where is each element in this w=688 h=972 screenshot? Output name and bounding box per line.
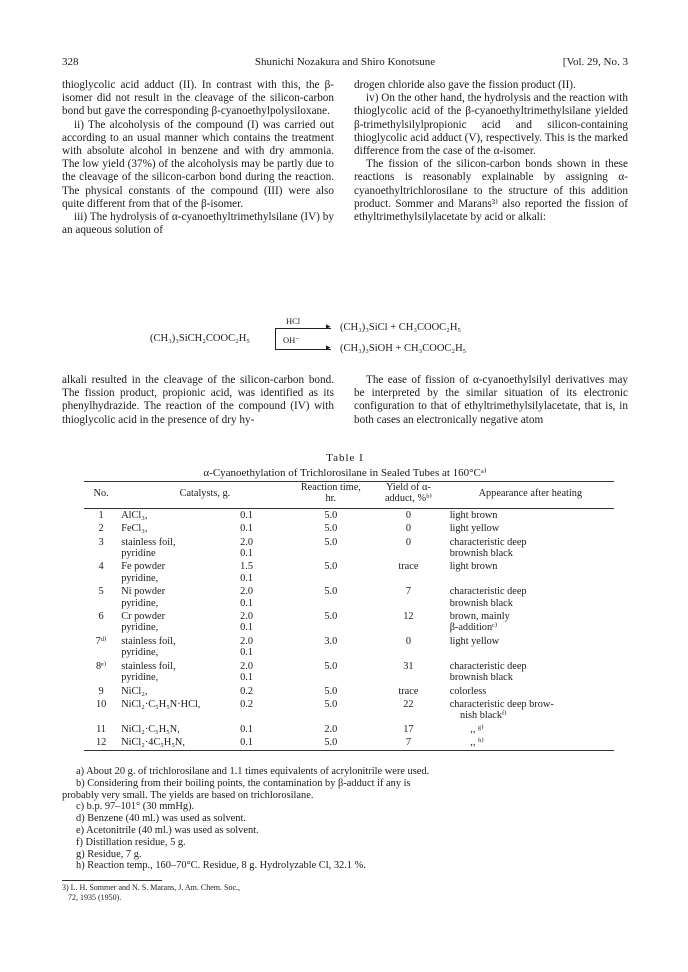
page-number: 328 <box>62 56 79 68</box>
time-cell: 5.0 <box>324 660 338 672</box>
time-cell: 5.0 <box>324 586 338 598</box>
time-cell: 5.0 <box>324 509 338 521</box>
column-right-bottom <box>354 374 628 427</box>
amount-cell: 0.2 <box>240 685 254 697</box>
reaction-equation <box>150 316 550 362</box>
header-appearance: Appearance after heating <box>478 487 583 499</box>
paragraph: drogen chloride also gave the fission product (II). <box>354 79 576 91</box>
time-cell: 5.0 <box>324 611 338 623</box>
yield-cell: 31 <box>403 660 414 672</box>
table-row <box>84 585 614 610</box>
note: f) Distillation residue, 5 g. <box>76 836 186 848</box>
note: probably very small. The yields are based on trichlorosilane. <box>62 789 314 801</box>
row-number: 10 <box>95 698 107 710</box>
note: d) Benzene (40 ml.) was used as solvent. <box>76 813 246 825</box>
product-acid: (CH₃)₃SiCl + CH₃COOC₂H₅ <box>340 322 462 333</box>
note: g) Residue, 7 g. <box>76 848 142 860</box>
reagent-base: OH⁻ <box>283 335 300 345</box>
table-row <box>84 736 614 750</box>
catalyst-cell: stainless foil, pyridine, <box>121 635 176 659</box>
catalyst-cell: stainless foil, pyridine <box>121 536 176 560</box>
header-time: Reaction time, hr. <box>300 482 361 505</box>
row-number: 11 <box>96 723 107 735</box>
product-base: (CH₃)₃SiOH + CH₃COOC₂H₅ <box>340 343 467 354</box>
catalyst-cell: Cr powder pyridine, <box>121 611 166 634</box>
yield-cell: 0 <box>405 536 411 548</box>
table-notes <box>62 766 628 872</box>
yield-cell: 22 <box>403 698 414 710</box>
arrow-head: ▸ <box>326 321 331 331</box>
header-no: No. <box>93 487 109 499</box>
time-cell: 5.0 <box>324 685 338 697</box>
yield-cell: 0 <box>405 509 411 521</box>
appearance-cell: light yellow <box>449 635 500 647</box>
arrow-head: ▸ <box>326 342 331 352</box>
note: e) Acetonitrile (40 ml.) was used as solvent. <box>76 824 259 836</box>
appearance-cell: characteristic deep brownish black <box>449 536 527 560</box>
paragraph: The fission of the silicon-carbon bonds shown in these reactions is reasonably explainable by assigning α-cyanoethyltrichlorosilane to the structure of this addition product. Sommer and Marans³⁾ also reported the fission of ethyltrimethylsilylacetate by acid or alkali: <box>354 158 628 224</box>
appearance-cell: characteristic deep brow- nish blackᶠ⁾ <box>449 698 554 722</box>
authors: Shunichi Nozakura and Shiro Konotsune <box>254 56 436 68</box>
note: a) About 20 g. of trichlorosilane and 1.1 times equivalents of acrylonitrile were used. <box>76 766 430 777</box>
yield-cell: trace <box>398 685 419 697</box>
yield-cell: 12 <box>403 611 414 623</box>
header-yield: Yield of α-adduct, %ᵇ⁾ <box>384 482 432 505</box>
time-cell: 2.0 <box>324 723 338 735</box>
amount-cell: 2.0 0.1 <box>240 611 254 634</box>
column-right-top <box>354 79 628 224</box>
time-cell: 5.0 <box>324 561 338 573</box>
time-cell: 5.0 <box>324 737 338 749</box>
appearance-cell: light brown <box>449 509 498 521</box>
note: b) Considering from their boiling points, the contamination by β-adduct if any is <box>76 777 411 789</box>
table-row <box>84 508 614 522</box>
appearance-cell: ,, ᵍ⁾ <box>449 723 484 735</box>
row-number: 5 <box>98 586 104 598</box>
note: h) Reaction temp., 160–70°C. Residue, 8 g. Hydrolyzable Cl, 32.1 %. <box>76 860 366 872</box>
amount-cell: 2.0 0.1 <box>240 586 254 609</box>
paragraph: ii) The alcoholysis of the compound (I) was carried out according to an usual manner which contains the treatment with absolute alcohol in benzene and with dry ammonia. The low yield (37%) of the alcoholysis may be partly due to the cleavage of the silicon-carbon bond during the reaction. The physical constants of the compound (III) were also quite different from that of the β-isomer. <box>62 118 334 210</box>
appearance-cell: light yellow <box>449 523 500 535</box>
yield-cell: trace <box>398 561 419 573</box>
header-catalysts: Catalysts, g. <box>179 487 231 499</box>
paragraph: thioglycolic acid adduct (II). In contrast with this, the β-isomer did not result in the cleavage of the silicon-carbon bond but gave the corresponding β-cyanoethylpolysiloxane. <box>62 79 334 118</box>
catalyst-cell: NiCl₂, <box>121 685 148 697</box>
appearance-cell: characteristic deep brownish black <box>449 586 527 609</box>
time-cell: 5.0 <box>324 523 338 535</box>
row-number: 8ᵉ⁾ <box>95 660 107 672</box>
time-cell: 5.0 <box>324 698 338 710</box>
paragraph: iii) The hydrolysis of α-cyanoethyltrimethylsilane (IV) by an aqueous solution of <box>62 211 334 237</box>
catalyst-cell: Fe powder pyridine, <box>121 561 166 584</box>
running-header <box>62 56 628 72</box>
yield-cell: 0 <box>405 635 411 647</box>
yield-cell: 7 <box>405 586 411 598</box>
amount-cell: 0.1 <box>240 737 254 749</box>
table-row <box>84 723 614 736</box>
amount-cell: 0.1 <box>240 523 254 535</box>
catalyst-cell: AlCl₃, <box>121 509 148 521</box>
paragraph: iv) On the other hand, the hydrolysis and the reaction with thioglycolic acid of the β-cyanoethyltrimethylsilane yielded β-trimethylsilylpropionic acid and silicon-containing thioglycolic acid adduct (V), respectively. This is the marked difference from the case of the α-isomer. <box>354 92 628 158</box>
table-row <box>84 698 614 723</box>
footnote <box>62 883 362 903</box>
table-row <box>84 522 614 535</box>
time-cell: 3.0 <box>324 635 338 647</box>
row-number: 3 <box>98 536 104 548</box>
table-row <box>84 685 614 698</box>
appearance-cell: colorless <box>449 685 487 697</box>
time-cell: 5.0 <box>324 536 338 548</box>
amount-cell: 1.5 0.1 <box>240 561 254 584</box>
reactant: (CH₃)₃SiCH₂COOC₂H₅ <box>150 333 250 344</box>
row-number: 2 <box>98 523 104 535</box>
catalyst-cell: stainless foil, pyridine, <box>121 660 176 684</box>
row-number: 6 <box>98 611 104 623</box>
paragraph: alkali resulted in the cleavage of the silicon-carbon bond. The fission product, propionic acid, was identified as its phenylhydrazide. The reaction of the compound (IV) with thioglycolic acid in the presence of dry hy- <box>62 374 334 426</box>
catalyst-cell: NiCl₂·4C₅H₅N, <box>121 737 185 749</box>
table-row <box>84 635 614 660</box>
row-number: 4 <box>98 561 104 573</box>
yield-cell: 0 <box>405 523 411 535</box>
note: c) b.p. 97–101° (30 mmHg). <box>76 801 195 813</box>
row-number: 9 <box>98 685 104 697</box>
amount-cell: 0.1 <box>240 723 254 735</box>
amount-cell: 2.0 0.1 <box>240 660 254 684</box>
table-row <box>84 536 614 561</box>
amount-cell: 2.0 0.1 <box>240 536 254 560</box>
footnote-line: 72, 1935 (1950). <box>68 893 122 902</box>
column-left-bottom <box>62 374 334 427</box>
appearance-cell: characteristic deep brownish black <box>449 660 527 684</box>
data-table <box>84 481 614 751</box>
table-row <box>84 610 614 635</box>
footnote-line: 3) L. H. Sommer and N. S. Marans, J. Am. Chem. Soc., <box>62 883 240 892</box>
catalyst-cell: NiCl₂·C₅H₅N·HCl, <box>121 698 201 710</box>
catalyst-cell: NiCl₂·C₅H₅N, <box>121 723 180 735</box>
amount-cell: 2.0 0.1 <box>240 635 254 659</box>
column-left-top <box>62 79 334 237</box>
appearance-cell: brown, mainly β-additionᶜ⁾ <box>449 611 510 634</box>
appearance-cell: ,, ʰ⁾ <box>449 737 484 749</box>
yield-cell: 7 <box>405 737 411 749</box>
table-row <box>84 660 614 685</box>
volume-info: [Vol. 29, No. 3 <box>562 56 628 68</box>
paragraph: The ease of fission of α-cyanoethylsilyl derivatives may be interpreted by the similar situation of its electronic configuration to that of ethyltrimethylsilylacetate, that is, in both cases an electronically negative atom <box>354 374 628 426</box>
table-row <box>84 560 614 585</box>
catalyst-cell: FeCl₃, <box>121 523 148 535</box>
row-number: 7ᵈ⁾ <box>95 635 107 647</box>
amount-cell: 0.1 <box>240 509 254 521</box>
row-number: 12 <box>95 737 107 749</box>
table-caption: α-Cyanoethylation of Trichlorosilane in Sealed Tubes at 160°Cᵃ⁾ <box>203 467 487 479</box>
yield-cell: 17 <box>403 723 414 735</box>
catalyst-cell: Ni powder pyridine, <box>121 586 166 609</box>
row-number: 1 <box>98 509 104 521</box>
appearance-cell: light brown <box>449 561 498 573</box>
amount-cell: 0.2 <box>240 698 254 710</box>
footnote-rule <box>62 880 162 881</box>
reagent-acid: HCl <box>286 316 301 326</box>
table-label: Table I <box>326 452 364 464</box>
